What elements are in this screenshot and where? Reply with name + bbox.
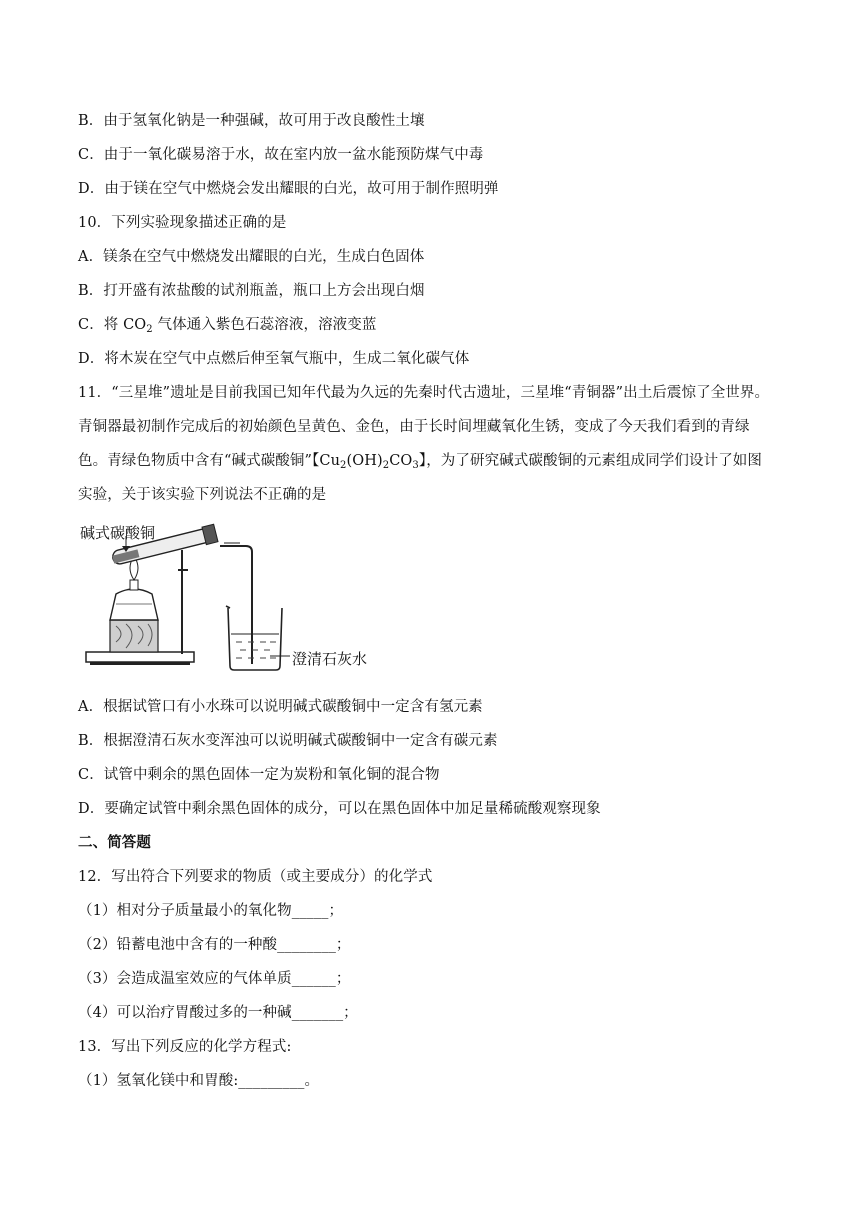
q10c-sub: 2 (146, 324, 153, 335)
line-q11-b: B．根据澄清石灰水变浑浊可以说明碱式碳酸铜中一定含有碳元素 (78, 733, 498, 749)
q11-l3-post: 】，为了研究碱式碳酸铜的元素组成同学们设计了如图 (418, 453, 763, 469)
line-q9-d: D．由于镁在空气中燃烧会发出耀眼的白光，故可用于制作照明弹 (78, 181, 499, 197)
line-q9-b: B．由于氢氧化钠是一种强碱，故可用于改良酸性土壤 (78, 113, 425, 129)
line-q10-d: D．将木炭在空气中点燃后伸至氧气瓶中，生成二氧化碳气体 (78, 351, 470, 367)
question-12-part-3: （3）会造成温室效应的气体单质______； (78, 971, 351, 987)
wooden-block (110, 620, 158, 652)
question-13-stem: 13．写出下列反应的化学方程式: (78, 1039, 292, 1055)
q10c-post: 气体通入紫色石蕊溶液，溶液变蓝 (152, 317, 377, 333)
q11-l3-sub2: 2 (382, 460, 390, 471)
q11-l3-sub1: 2 (340, 460, 347, 471)
stand-base (86, 652, 194, 662)
figure-label-limewater: 澄清石灰水 (292, 650, 368, 668)
question-12-part-4: （4）可以治疗胃酸过多的一种碱_______； (78, 1005, 358, 1021)
line-q11-c: C．试管中剩余的黑色固体一定为炭粉和氧化铜的混合物 (78, 767, 440, 783)
line-q10-a: A．镁条在空气中燃烧发出耀眼的白光，生成白色固体 (78, 249, 425, 265)
q11-l3-mid: (OH) (346, 453, 383, 469)
line-q10-c (78, 315, 376, 335)
line-q9-c: C．由于一氧化碳易溶于水，故在室内放一盆水能预防煤气中毒 (78, 147, 484, 163)
line-q11-d: D．要确定试管中剩余黑色固体的成分，可以在黑色固体中加足量稀硫酸观察现象 (78, 801, 601, 817)
section-title: 二、简答题 (78, 835, 151, 851)
q10c-pre: C．将 CO (78, 317, 147, 333)
question-12-stem: 12．写出符合下列要求的物质（或主要成分）的化学式 (78, 869, 433, 885)
line-q10-b: B．打开盛有浓盐酸的试剂瓶盖，瓶口上方会出现白烟 (78, 283, 425, 299)
question-11-line-3 (78, 451, 762, 471)
question-10-stem: 10．下列实验现象描述正确的是 (78, 215, 287, 231)
question-12-part-1: （1）相对分子质量最小的氧化物_____； (78, 903, 344, 919)
question-12-part-2: （2）铅蓄电池中含有的一种酸________； (78, 937, 351, 953)
question-11-line-4: 实验，关于该实验下列说法不正确的是 (78, 487, 327, 503)
q11-l3-sub3: 3 (412, 460, 419, 471)
q11-l3-mid2: CO (389, 453, 413, 469)
beaker (228, 608, 282, 670)
delivery-tube (220, 546, 252, 664)
question-11-line-2: 青铜器最初制作完成后的初始颜色呈黄色、金色，由于长时间埋藏氧化生锈，变成了今天我们看到的青绿 (78, 419, 750, 435)
q11-l3-pre: 色。青绿色物质中含有“碱式碳酸铜”【Cu (78, 453, 341, 469)
question-11-line-1: 11．“三星堆”遗址是目前我国已知年代最为久远的先秦时代古遗址，三星堆“青铜器”出土后震惊了全世界。 (78, 385, 770, 401)
question-13-part-1: （1）氢氧化镁中和胃酸:_________。 (78, 1073, 320, 1089)
experiment-figure (80, 522, 380, 674)
line-q11-a: A．根据试管口有小水珠可以说明碱式碳酸铜中一定含有氢元素 (78, 699, 483, 715)
figure-label-basic-copper-carbonate: 碱式碳酸铜 (80, 524, 156, 542)
